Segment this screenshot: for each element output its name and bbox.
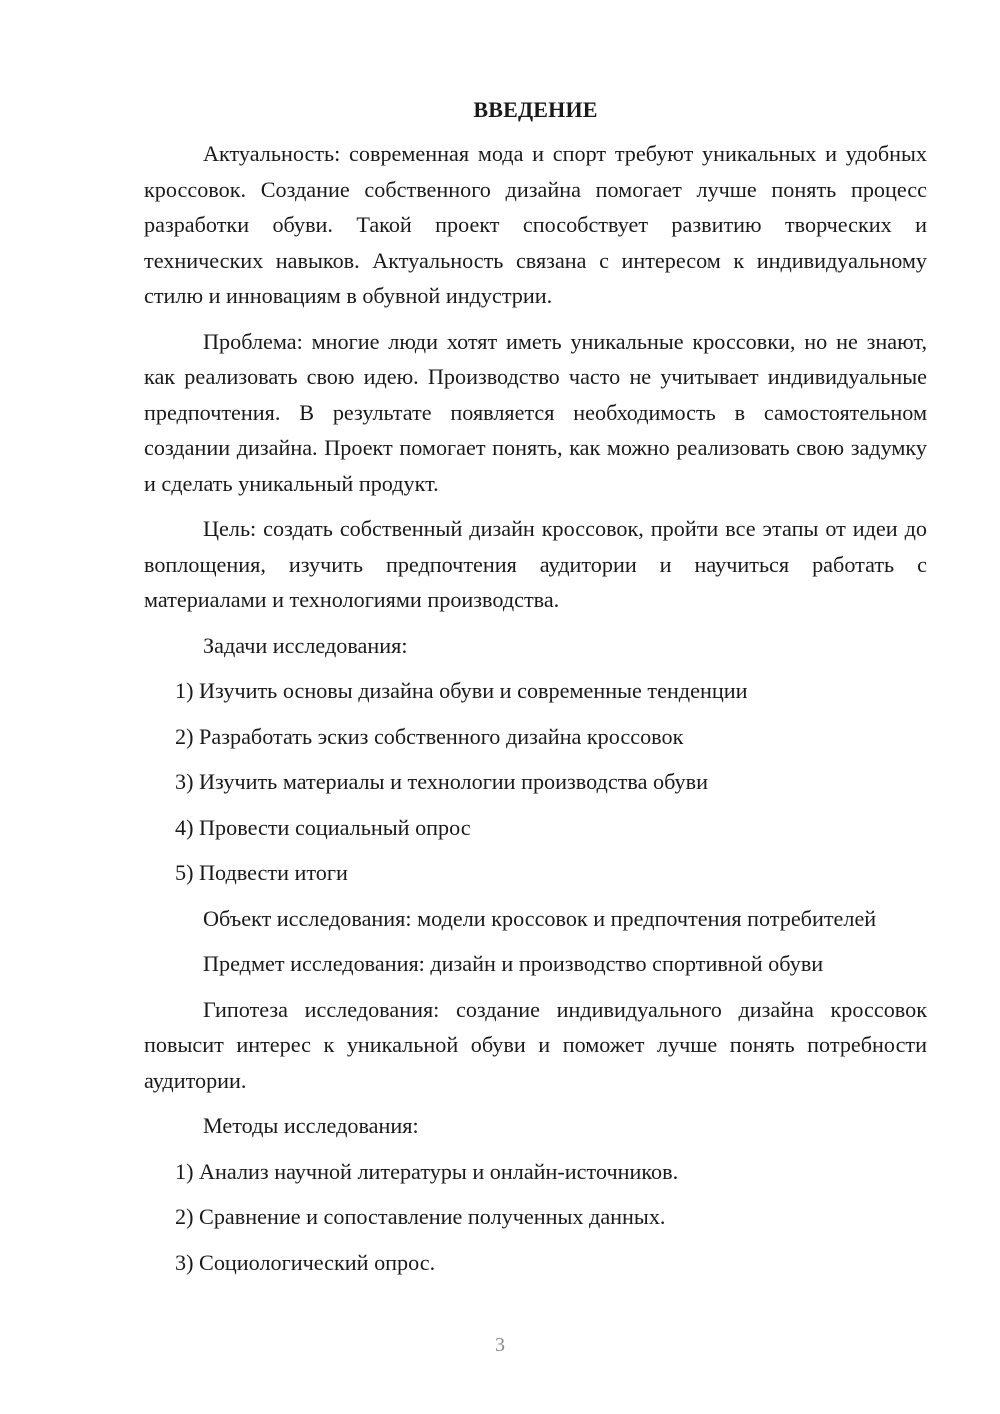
method-item: 3) Социологический опрос. [175,1249,436,1275]
task-item: 1) Изучить основы дизайна обуви и современные тенденции [175,678,748,703]
subject-paragraph: Предмет исследования: дизайн и производство спортивной обуви [203,951,824,976]
goal-paragraph: Цель: создать собственный дизайн кроссовок, пройти все этапы от идеи до воплощения, изучить предпочтения аудитории и научиться работать с материалами и технологиями производства. [144,516,927,612]
problem-paragraph: Проблема: многие люди хотят иметь уникальные кроссовки, но не знают, как реализовать свою идею. Производство часто не учитывает индивидуальные предпочтения. В результате появляется необходимость в самостоятельном создании дизайна. Проект помогает понять, как можно реализовать свою задумку и сделать уникальный продукт. [144,328,927,496]
section-heading: ВВЕДЕНИЕ [473,97,598,122]
relevance-paragraph: Актуальность: современная мода и спорт требуют уникальных и удобных кроссовок. Создание собственного дизайна помогает лучше понять процесс разработки обуви. Такой проект способствует развитию творческих и технических навыков. Актуальность связана с интересом к индивидуальному стилю и инновациям в обувной индустрии. [144,141,927,308]
task-item: 4) Провести социальный опрос [175,814,471,840]
method-item: 1) Анализ научной литературы и онлайн-источников. [175,1158,679,1184]
tasks-heading: Задачи исследования: [203,632,408,658]
methods-heading: Методы исследования: [203,1113,419,1138]
document-page [144,96,927,1326]
method-item: 2) Сравнение и сопоставление полученных данных. [175,1204,666,1229]
task-item: 5) Подвести итоги [175,860,348,885]
hypothesis-paragraph: Гипотеза исследования: создание индивидуального дизайна кроссовок повысит интерес к уникальной обуви и поможет лучше понять потребности аудитории. [144,996,927,1093]
page-number: 3 [495,1334,505,1356]
object-paragraph: Объект исследования: модели кроссовок и предпочтения потребителей [203,905,877,931]
task-item: 3) Изучить материалы и технологии производства обуви [175,769,708,794]
task-item: 2) Разработать эскиз собственного дизайна кроссовок [175,723,684,749]
